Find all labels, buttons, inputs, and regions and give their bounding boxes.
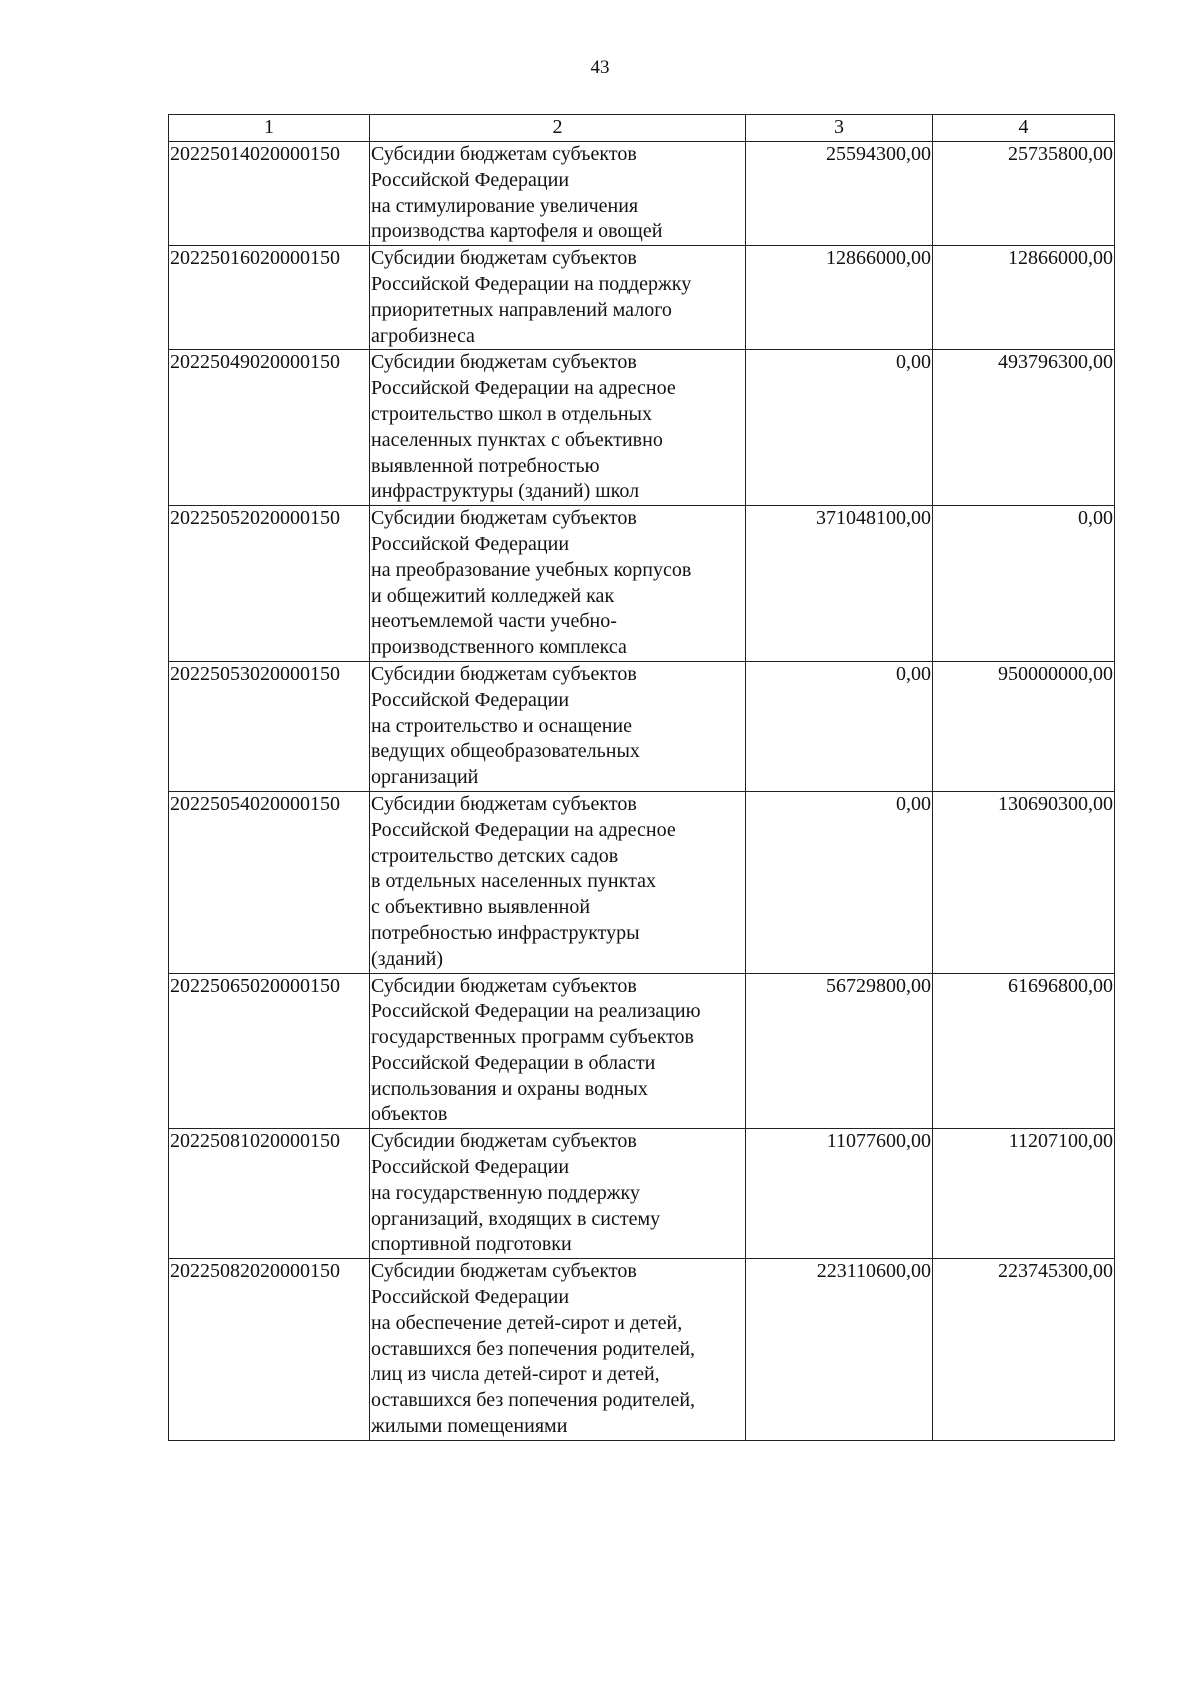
table-row xyxy=(169,350,1115,506)
budget-code-cell: 20225014020000150 xyxy=(169,142,370,246)
description-cell: Субсидии бюджетам субъектов Российской Федерации на обеспечение детей-сирот и детей, оставшихся без попечения родителей, лиц из числа детей-сирот и детей, оставшихся без попечения родителей, жилыми помещениями xyxy=(370,1259,746,1441)
table-row xyxy=(169,973,1115,1129)
amount-col3-cell: 0,00 xyxy=(746,791,933,973)
amount-col3-cell: 371048100,00 xyxy=(746,506,933,662)
budget-code-cell: 20225052020000150 xyxy=(169,506,370,662)
amount-col3-cell: 11077600,00 xyxy=(746,1129,933,1259)
budget-code-cell: 20225053020000150 xyxy=(169,661,370,791)
table-row xyxy=(169,142,1115,246)
budget-code-cell: 20225049020000150 xyxy=(169,350,370,506)
amount-col4-cell: 223745300,00 xyxy=(933,1259,1115,1441)
table-row xyxy=(169,661,1115,791)
description-cell: Субсидии бюджетам субъектов Российской Федерации на реализацию государственных программ субъектов Российской Федерации в области использования и охраны водных объектов xyxy=(370,973,746,1129)
table-row xyxy=(169,506,1115,662)
amount-col3-cell: 223110600,00 xyxy=(746,1259,933,1441)
amount-col4-cell: 61696800,00 xyxy=(933,973,1115,1129)
amount-col4-cell: 25735800,00 xyxy=(933,142,1115,246)
table-row xyxy=(169,1259,1115,1441)
amount-col4-cell: 0,00 xyxy=(933,506,1115,662)
amount-col4-cell: 493796300,00 xyxy=(933,350,1115,506)
budget-code-cell: 20225065020000150 xyxy=(169,973,370,1129)
budget-table xyxy=(168,114,1115,1441)
description-cell: Субсидии бюджетам субъектов Российской Федерации на строительство и оснащение ведущих общеобразовательных организаций xyxy=(370,661,746,791)
amount-col4-cell: 130690300,00 xyxy=(933,791,1115,973)
description-cell: Субсидии бюджетам субъектов Российской Федерации на адресное строительство детских садов в отдельных населенных пунктах с объективно выявленной потребностью инфраструктуры (зданий) xyxy=(370,791,746,973)
table-row xyxy=(169,791,1115,973)
amount-col3-cell: 12866000,00 xyxy=(746,246,933,350)
table-row xyxy=(169,1129,1115,1259)
description-cell: Субсидии бюджетам субъектов Российской Федерации на преобразование учебных корпусов и общежитий колледжей как неотъемлемой части учебно- производственного комплекса xyxy=(370,506,746,662)
table-row xyxy=(169,246,1115,350)
budget-code-cell: 20225081020000150 xyxy=(169,1129,370,1259)
budget-code-cell: 20225016020000150 xyxy=(169,246,370,350)
amount-col4-cell: 950000000,00 xyxy=(933,661,1115,791)
amount-col4-cell: 11207100,00 xyxy=(933,1129,1115,1259)
column-number-row xyxy=(169,115,1115,142)
description-cell: Субсидии бюджетам субъектов Российской Федерации на поддержку приоритетных направлений малого агробизнеса xyxy=(370,246,746,350)
amount-col3-cell: 25594300,00 xyxy=(746,142,933,246)
budget-code-cell: 20225054020000150 xyxy=(169,791,370,973)
column-header-2: 2 xyxy=(370,115,746,142)
column-header-1: 1 xyxy=(169,115,370,142)
column-header-3: 3 xyxy=(746,115,933,142)
description-cell: Субсидии бюджетам субъектов Российской Федерации на стимулирование увеличения производства картофеля и овощей xyxy=(370,142,746,246)
page-number: 43 xyxy=(590,57,610,78)
amount-col3-cell: 0,00 xyxy=(746,661,933,791)
amount-col3-cell: 56729800,00 xyxy=(746,973,933,1129)
budget-code-cell: 20225082020000150 xyxy=(169,1259,370,1441)
description-cell: Субсидии бюджетам субъектов Российской Федерации на адресное строительство школ в отдельных населенных пунктах с объективно выявленной потребностью инфраструктуры (зданий) школ xyxy=(370,350,746,506)
column-header-4: 4 xyxy=(933,115,1115,142)
amount-col4-cell: 12866000,00 xyxy=(933,246,1115,350)
description-cell: Субсидии бюджетам субъектов Российской Федерации на государственную поддержку организаций, входящих в систему спортивной подготовки xyxy=(370,1129,746,1259)
amount-col3-cell: 0,00 xyxy=(746,350,933,506)
